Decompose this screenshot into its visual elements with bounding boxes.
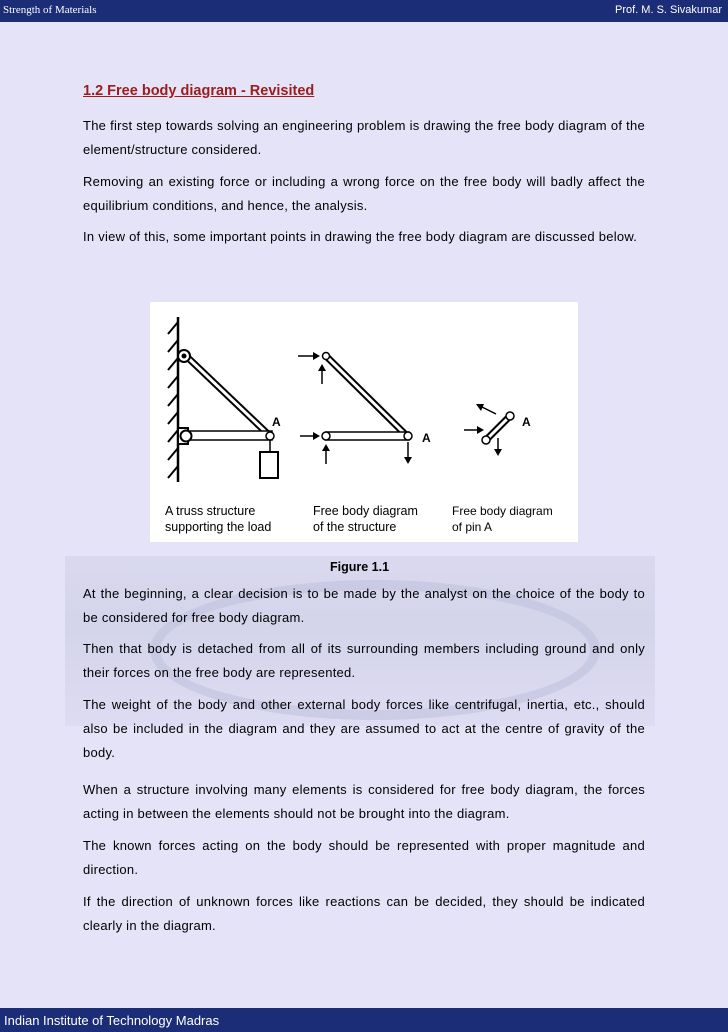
inclined-member (184, 354, 270, 436)
body-paragraph-6: If the direction of unknown forces like reactions can be decided, they should be indicated clearly in the diagram. (83, 894, 645, 933)
header-bar (0, 0, 728, 22)
wall-support (168, 317, 178, 482)
panel2-caption-line1: Free body diagram (313, 504, 418, 518)
institution-name: Indian Institute of Technology Madras (4, 1013, 220, 1028)
fbd-pin-a (464, 404, 514, 456)
panel2-caption-line2: of the structure (313, 520, 397, 534)
footer-bar (0, 1008, 728, 1032)
body-paragraph-1: At the beginning, a clear decision is to be made by the analyst on the choice of the body to be considered for free body diagram. (83, 586, 645, 625)
pin-a-label-2: A (422, 431, 431, 445)
pin-a (266, 432, 274, 440)
figure-caption: Figure 1.1 (330, 560, 390, 574)
panel3-caption-line2: of pin A (452, 520, 493, 534)
course-title: Strength of Materials (3, 4, 97, 16)
panel3-caption-line1: Free body diagram (452, 504, 553, 518)
bottom-pin (181, 431, 192, 442)
body-paragraph-2: Then that body is detached from all of its surrounding members including ground and only their forces on the free body are represented. (83, 641, 645, 680)
pin-a-label-1: A (272, 415, 281, 429)
body-paragraph-5: The known forces acting on the body should be represented with proper magnitude and direction. (83, 838, 645, 877)
body-paragraph-4: When a structure involving many elements is considered for free body diagram, the forces acting in between the elements should not be brought into the diagram. (83, 782, 645, 821)
hanging-load (260, 452, 278, 478)
panel1-caption-line2: supporting the load (165, 520, 272, 534)
horizontal-member (186, 431, 272, 440)
figure-1-1 (150, 302, 578, 542)
section-title: 1.2 Free body diagram - Revisited (83, 83, 315, 99)
truss-diagram (150, 302, 578, 542)
fbd-structure (298, 352, 412, 464)
intro-paragraph-3: In view of this, some important points in drawing the free body diagram are discussed below. (83, 229, 638, 244)
intro-paragraph-1: The first step towards solving an engineering problem is drawing the free body diagram of the element/structure considered. (83, 118, 645, 157)
author-name: Prof. M. S. Sivakumar (615, 4, 722, 16)
panel1-caption-line1: A truss structure (165, 504, 256, 518)
pin-a-label-3: A (522, 415, 531, 429)
body-paragraph-3: The weight of the body and other external body forces like centrifugal, inertia, etc., should also be included in the diagram and they are assumed to act at the centre of gravity of the body. (83, 697, 645, 760)
intro-paragraph-2: Removing an existing force or including a wrong force on the free body will badly affect the equilibrium conditions, and hence, the analysis. (83, 174, 645, 213)
